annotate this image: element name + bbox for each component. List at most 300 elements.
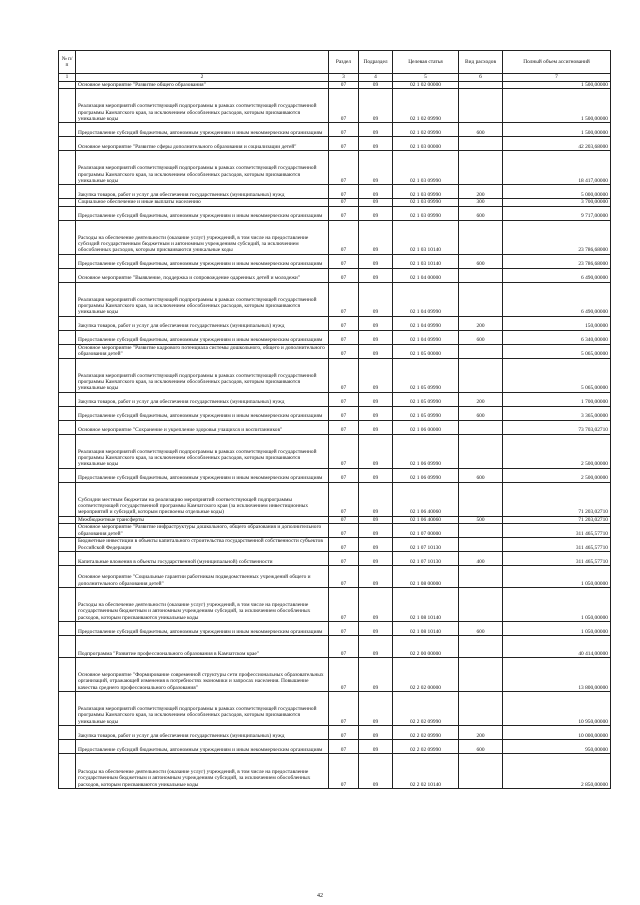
row-podrazdel: 09 [359, 691, 393, 725]
row-number [59, 268, 76, 282]
row-amount: 1 050,00000 [503, 621, 611, 635]
row-name: Бюджетные инвестиции в объекты капитального строительства государственной собственности субъектов Российской Федерации [76, 537, 329, 551]
row-number [59, 482, 76, 516]
row-number [59, 282, 76, 316]
row-target-article: 02 2 02 09990 [393, 691, 459, 725]
row-amount: 18 417,00000 [503, 151, 611, 185]
row-amount: 23 786,68000 [503, 254, 611, 268]
row-number [59, 565, 76, 587]
row-target-article: 02 1 02 09990 [393, 89, 459, 123]
row-number [59, 123, 76, 137]
row-razdel: 07 [329, 344, 359, 358]
row-target-article: 02 1 03 00000 [393, 137, 459, 151]
row-expense-type [459, 82, 503, 89]
row-name: Реализация мероприятий соответствующей подпрограммы в рамках соответствующей государственной программы Камчатского края, за исключением обособленных расходов, которым присваиваются уникальные коды [76, 434, 329, 468]
row-name: Социальное обеспечение и иные выплаты населению [76, 199, 329, 206]
table-row [59, 123, 611, 137]
row-podrazdel: 09 [359, 358, 393, 392]
row-number [59, 137, 76, 151]
table-row [59, 565, 611, 587]
row-number [59, 89, 76, 123]
row-name: Основное мероприятие "Развитие кадрового потенциала системы дошкольного, общего и дополнительного образования детей" [76, 344, 329, 358]
row-expense-type: 600 [459, 468, 503, 482]
table-row [59, 468, 611, 482]
row-razdel: 07 [329, 691, 359, 725]
row-number [59, 220, 76, 254]
row-target-article: 02 1 03 10140 [393, 254, 459, 268]
row-target-article: 02 1 07 00000 [393, 523, 459, 537]
row-target-article: 02 1 04 09990 [393, 330, 459, 344]
table-row [59, 482, 611, 516]
row-number [59, 358, 76, 392]
row-podrazdel: 09 [359, 199, 393, 206]
row-name: Предоставление субсидий бюджетным, автономным учреждениям и иным некоммерческим организациям [76, 739, 329, 753]
row-razdel: 07 [329, 185, 359, 199]
row-expense-type: 200 [459, 316, 503, 330]
row-target-article: 02 1 06 00000 [393, 420, 459, 434]
row-podrazdel: 09 [359, 137, 393, 151]
row-target-article: 02 1 06 09990 [393, 434, 459, 468]
row-podrazdel: 09 [359, 316, 393, 330]
row-expense-type: 600 [459, 254, 503, 268]
row-razdel: 07 [329, 565, 359, 587]
row-podrazdel: 09 [359, 330, 393, 344]
row-razdel: 07 [329, 123, 359, 137]
row-expense-type [459, 482, 503, 516]
row-target-article: 02 1 03 09990 [393, 199, 459, 206]
table-row [59, 199, 611, 206]
row-razdel: 07 [329, 434, 359, 468]
row-name: Предоставление субсидий бюджетным, автономным учреждениям и иным некоммерческим организациям [76, 468, 329, 482]
row-amount: 6 490,00000 [503, 282, 611, 316]
row-name: Закупка товаров, работ и услуг для обеспечения государственных (муниципальных) нужд [76, 725, 329, 739]
row-number [59, 151, 76, 185]
row-podrazdel: 09 [359, 739, 393, 753]
row-podrazdel: 09 [359, 254, 393, 268]
row-amount: 73 703,02710 [503, 420, 611, 434]
table-row [59, 254, 611, 268]
row-expense-type: 200 [459, 392, 503, 406]
row-target-article: 02 1 05 09990 [393, 406, 459, 420]
row-expense-type: 600 [459, 621, 503, 635]
table-row [59, 523, 611, 537]
row-podrazdel: 09 [359, 468, 393, 482]
table-row [59, 282, 611, 316]
row-razdel: 07 [329, 392, 359, 406]
row-podrazdel: 09 [359, 123, 393, 137]
row-name: Основное мероприятие "Формирование современной структуры сети профессиональных образовательных организаций, отражающей изменения в потребностях экономики и запросах населения. Повышение качества среднего профессионального образования" [76, 657, 329, 691]
row-name: Реализация мероприятий соответствующей подпрограммы в рамках соответствующей государственной программы Камчатского края, за исключением обособленных расходов, которым присваиваются уникальные коды [76, 151, 329, 185]
row-target-article: 02 1 07 10130 [393, 551, 459, 565]
row-expense-type: 600 [459, 123, 503, 137]
row-podrazdel: 09 [359, 621, 393, 635]
row-name: Расходы на обеспечение деятельности (оказание услуг) учреждений, в том числе на предоставление государственным бюджетным и автономным учреждениям субсидий, за исключением обособленных расходов, которым присваиваются уникальные коды [76, 587, 329, 621]
row-number [59, 635, 76, 657]
row-razdel: 07 [329, 220, 359, 254]
row-target-article: 02 1 03 09990 [393, 185, 459, 199]
row-name: Реализация мероприятий соответствующей подпрограммы в рамках соответствующей государственной программы Камчатского края, за исключением обособленных расходов, которым присваиваются уникальные коды [76, 358, 329, 392]
row-target-article: 02 1 06 09990 [393, 468, 459, 482]
row-number [59, 725, 76, 739]
row-podrazdel: 09 [359, 516, 393, 523]
row-target-article: 02 1 04 00000 [393, 268, 459, 282]
table-row [59, 151, 611, 185]
row-razdel: 07 [329, 316, 359, 330]
row-razdel: 07 [329, 254, 359, 268]
row-name: Закупка товаров, работ и услуг для обеспечения государственных (муниципальных) нужд [76, 316, 329, 330]
table-row [59, 739, 611, 753]
table-row [59, 691, 611, 725]
row-name: Реализация мероприятий соответствующей подпрограммы в рамках соответствующей государственной программы Камчатского края, за исключением обособленных расходов, которым присваиваются уникальные коды [76, 282, 329, 316]
row-amount: 5 065,00000 [503, 358, 611, 392]
table-row [59, 406, 611, 420]
table-row [59, 344, 611, 358]
row-number [59, 468, 76, 482]
column-number-row [59, 74, 611, 82]
row-razdel: 07 [329, 330, 359, 344]
row-name: Расходы на обеспечение деятельности (оказание услуг) учреждений, в том числе на предоставление субсидий государственным бюджетным и автономным учреждениям субсидий, за исключением обособленных расходов, которым присваиваются уникальные коды [76, 220, 329, 254]
row-target-article: 02 2 02 00000 [393, 657, 459, 691]
row-amount: 1 050,00000 [503, 587, 611, 621]
row-amount: 5 065,00000 [503, 344, 611, 358]
table-row [59, 137, 611, 151]
row-amount: 3 365,00000 [503, 406, 611, 420]
row-podrazdel: 09 [359, 282, 393, 316]
row-name: Капитальные вложения в объекты государственной (муниципальной) собственности [76, 551, 329, 565]
row-razdel: 07 [329, 725, 359, 739]
row-name: Основное мероприятие "Развитие инфраструктуры дошкольного, общего образования и дополнительного образования детей" [76, 523, 329, 537]
table-row [59, 635, 611, 657]
budget-table-sheet [58, 50, 610, 789]
row-number [59, 316, 76, 330]
table-body [59, 82, 611, 789]
row-target-article: 02 1 03 10140 [393, 220, 459, 254]
row-amount: 311 465,57710 [503, 551, 611, 565]
table-row [59, 753, 611, 788]
row-expense-type [459, 282, 503, 316]
row-number [59, 420, 76, 434]
row-podrazdel: 09 [359, 220, 393, 254]
row-target-article: 02 1 03 09990 [393, 206, 459, 220]
row-name: Основное мероприятие "Выявление, поддержка и сопровождение одаренных детей и молодежи" [76, 268, 329, 282]
row-expense-type: 200 [459, 725, 503, 739]
row-podrazdel: 09 [359, 537, 393, 551]
row-amount: 10 000,00000 [503, 725, 611, 739]
table-row [59, 420, 611, 434]
row-number [59, 330, 76, 344]
row-number [59, 753, 76, 788]
row-razdel: 07 [329, 137, 359, 151]
table-row [59, 551, 611, 565]
row-amount: 311 465,57710 [503, 523, 611, 537]
row-name: Межбюджетные трансферты [76, 516, 329, 523]
row-number [59, 739, 76, 753]
table-row [59, 358, 611, 392]
row-name: Реализация мероприятий соответствующей подпрограммы в рамках соответствующей государственной программы Камчатского края, за исключением обособленных расходов, которым присваиваются уникальные коды [76, 691, 329, 725]
row-expense-type [459, 523, 503, 537]
table-header-row [59, 51, 611, 74]
row-number [59, 344, 76, 358]
row-podrazdel: 09 [359, 420, 393, 434]
budget-table [58, 50, 611, 789]
row-target-article: 02 1 02 09990 [393, 123, 459, 137]
row-amount: 1 700,00000 [503, 392, 611, 406]
row-expense-type: 600 [459, 739, 503, 753]
row-expense-type [459, 587, 503, 621]
row-amount: 2 500,00000 [503, 434, 611, 468]
row-name: Предоставление субсидий бюджетным, автономным учреждениям и иным некоммерческим организациям [76, 206, 329, 220]
row-razdel: 07 [329, 206, 359, 220]
row-razdel: 07 [329, 199, 359, 206]
table-row [59, 434, 611, 468]
row-target-article: 02 2 00 00000 [393, 635, 459, 657]
row-name: Основное мероприятие "Развитие общего образования" [76, 82, 329, 89]
row-target-article: 02 1 04 09990 [393, 316, 459, 330]
row-target-article: 02 1 06 40060 [393, 482, 459, 516]
row-razdel: 07 [329, 420, 359, 434]
row-podrazdel: 09 [359, 206, 393, 220]
row-name: Предоставление субсидий бюджетным, автономным учреждениям и иным некоммерческим организациям [76, 621, 329, 635]
row-podrazdel: 09 [359, 587, 393, 621]
column-number: 4 [359, 74, 393, 82]
row-expense-type [459, 268, 503, 282]
table-row [59, 330, 611, 344]
row-name: Основное мероприятие "Социальные гарантии работникам подведомственных учреждений общего и дополнительного образования детей" [76, 565, 329, 587]
row-podrazdel: 09 [359, 344, 393, 358]
row-podrazdel: 09 [359, 89, 393, 123]
row-expense-type: 600 [459, 406, 503, 420]
row-amount: 6 490,00000 [503, 268, 611, 282]
row-name: Предоставление субсидий бюджетным, автономным учреждениям и иным некоммерческим организациям [76, 330, 329, 344]
row-podrazdel: 09 [359, 82, 393, 89]
header-podrazdel: Подраздел [359, 51, 393, 74]
row-amount: 311 465,57710 [503, 537, 611, 551]
row-podrazdel: 09 [359, 434, 393, 468]
row-razdel: 07 [329, 551, 359, 565]
header-name [76, 51, 329, 74]
row-expense-type: 300 [459, 199, 503, 206]
header-number: № п/п [59, 51, 76, 74]
row-target-article: 02 2 02 09990 [393, 739, 459, 753]
row-number [59, 185, 76, 199]
row-expense-type: 400 [459, 551, 503, 565]
row-target-article: 02 1 03 09990 [393, 151, 459, 185]
column-number: 2 [76, 74, 329, 82]
row-amount: 10 950,00000 [503, 691, 611, 725]
row-amount: 950,00000 [503, 739, 611, 753]
row-expense-type [459, 420, 503, 434]
row-amount: 40 414,00000 [503, 635, 611, 657]
header-razdel: Раздел [329, 51, 359, 74]
row-razdel: 07 [329, 523, 359, 537]
row-expense-type [459, 344, 503, 358]
table-row [59, 392, 611, 406]
row-name: Основное мероприятие "Сохранение и укрепление здоровья учащихся и воспитанников" [76, 420, 329, 434]
table-row [59, 185, 611, 199]
row-amount: 2 500,00000 [503, 468, 611, 482]
row-razdel: 07 [329, 358, 359, 392]
row-podrazdel: 09 [359, 406, 393, 420]
table-row [59, 316, 611, 330]
row-razdel: 07 [329, 516, 359, 523]
page-number: 42 [317, 893, 323, 899]
row-number [59, 516, 76, 523]
row-expense-type [459, 434, 503, 468]
row-amount: 6 340,00000 [503, 330, 611, 344]
row-target-article: 02 1 07 10130 [393, 537, 459, 551]
table-row [59, 587, 611, 621]
row-expense-type [459, 537, 503, 551]
row-podrazdel: 09 [359, 657, 393, 691]
row-razdel: 07 [329, 753, 359, 788]
row-amount: 150,00000 [503, 316, 611, 330]
row-amount: 71 203,02710 [503, 516, 611, 523]
row-podrazdel: 09 [359, 753, 393, 788]
row-amount: 13 800,00000 [503, 657, 611, 691]
row-expense-type [459, 151, 503, 185]
row-amount: 2 850,00000 [503, 753, 611, 788]
row-expense-type: 600 [459, 330, 503, 344]
header-target-article: Целевая статья [393, 51, 459, 74]
row-amount: 3 700,00000 [503, 199, 611, 206]
row-expense-type: 500 [459, 516, 503, 523]
row-podrazdel: 09 [359, 151, 393, 185]
row-name: Субсидии местным бюджетам на реализацию мероприятий соответствующей подпрограммы соответствующей государственной программы Камчатского края (за исключением инвестиционных мероприятий и субсидий, которым присвоены отдельные коды) [76, 482, 329, 516]
column-number: 3 [329, 74, 359, 82]
row-amount: 23 786,68000 [503, 220, 611, 254]
row-razdel: 07 [329, 657, 359, 691]
table-row [59, 82, 611, 89]
row-razdel: 07 [329, 151, 359, 185]
row-razdel: 07 [329, 89, 359, 123]
row-expense-type [459, 220, 503, 254]
row-name: Предоставление субсидий бюджетным, автономным учреждениям и иным некоммерческим организациям [76, 123, 329, 137]
row-razdel: 07 [329, 282, 359, 316]
row-expense-type [459, 753, 503, 788]
row-number [59, 199, 76, 206]
row-number [59, 587, 76, 621]
row-name: Предоставление субсидий бюджетным, автономным учреждениям и иным некоммерческим организациям [76, 406, 329, 420]
row-razdel: 07 [329, 406, 359, 420]
table-row [59, 537, 611, 551]
row-razdel: 07 [329, 268, 359, 282]
row-target-article: 02 1 08 10140 [393, 621, 459, 635]
row-name: Закупка товаров, работ и услуг для обеспечения государственных (муниципальных) нужд [76, 392, 329, 406]
column-number: 6 [459, 74, 503, 82]
row-amount: 9 717,00000 [503, 206, 611, 220]
row-expense-type [459, 89, 503, 123]
row-target-article: 02 1 05 09990 [393, 392, 459, 406]
row-expense-type [459, 691, 503, 725]
row-razdel: 07 [329, 537, 359, 551]
row-razdel: 07 [329, 482, 359, 516]
row-target-article: 02 1 04 09990 [393, 282, 459, 316]
row-expense-type [459, 657, 503, 691]
row-expense-type [459, 635, 503, 657]
row-number [59, 621, 76, 635]
row-number [59, 691, 76, 725]
row-expense-type: 600 [459, 206, 503, 220]
row-expense-type [459, 565, 503, 587]
row-podrazdel: 09 [359, 268, 393, 282]
column-number: 5 [393, 74, 459, 82]
row-target-article: 02 1 02 00000 [393, 82, 459, 89]
table-row [59, 657, 611, 691]
row-podrazdel: 09 [359, 725, 393, 739]
row-target-article: 02 1 08 00000 [393, 565, 459, 587]
row-number [59, 254, 76, 268]
row-target-article: 02 1 05 00000 [393, 344, 459, 358]
table-row [59, 268, 611, 282]
row-name: Закупка товаров, работ и услуг для обеспечения государственных (муниципальных) нужд [76, 185, 329, 199]
row-target-article: 02 1 06 40060 [393, 516, 459, 523]
table-row [59, 206, 611, 220]
row-amount: 1 500,00000 [503, 123, 611, 137]
row-number [59, 206, 76, 220]
row-amount: 1 050,00000 [503, 565, 611, 587]
table-row [59, 725, 611, 739]
row-name: Расходы на обеспечение деятельности (оказание услуг) учреждений, в том числе на предоставление государственным бюджетным и автономным учреждениям субсидий, за исключением обособленных расходов, которым присваиваются уникальные коды [76, 753, 329, 788]
row-podrazdel: 09 [359, 565, 393, 587]
row-number [59, 392, 76, 406]
table-row [59, 89, 611, 123]
row-number [59, 523, 76, 537]
row-podrazdel: 09 [359, 635, 393, 657]
row-number [59, 657, 76, 691]
table-row [59, 220, 611, 254]
column-number: 1 [59, 74, 76, 82]
table-row [59, 516, 611, 523]
table-row [59, 621, 611, 635]
row-number [59, 537, 76, 551]
row-name: Основное мероприятие "Развитие сферы дополнительного образования и социализации детей" [76, 137, 329, 151]
row-expense-type [459, 358, 503, 392]
row-name: Подпрограмма "Развитие профессионального образования в Камчатском крае" [76, 635, 329, 657]
row-amount: 5 000,00000 [503, 185, 611, 199]
row-amount: 71 203,02710 [503, 482, 611, 516]
row-name: Реализация мероприятий соответствующей подпрограммы в рамках соответствующей государственной программы Камчатского края, за исключением обособленных расходов, которым присваиваются уникальные коды [76, 89, 329, 123]
row-target-article: 02 1 08 10140 [393, 587, 459, 621]
row-podrazdel: 09 [359, 523, 393, 537]
row-razdel: 07 [329, 635, 359, 657]
row-expense-type [459, 137, 503, 151]
row-expense-type: 200 [459, 185, 503, 199]
row-razdel: 07 [329, 739, 359, 753]
row-number [59, 551, 76, 565]
row-amount: 1 500,00000 [503, 82, 611, 89]
row-razdel: 07 [329, 82, 359, 89]
row-podrazdel: 09 [359, 392, 393, 406]
row-podrazdel: 09 [359, 551, 393, 565]
header-amount: Полный объем ассигнований [503, 51, 611, 74]
row-amount: 1 500,00000 [503, 89, 611, 123]
row-number [59, 406, 76, 420]
row-number [59, 434, 76, 468]
row-target-article: 02 2 02 09990 [393, 725, 459, 739]
row-number [59, 82, 76, 89]
row-amount: 42 203,68000 [503, 137, 611, 151]
row-target-article: 02 2 02 10140 [393, 753, 459, 788]
column-number: 7 [503, 74, 611, 82]
row-razdel: 07 [329, 621, 359, 635]
header-expense-type: Вид расходов [459, 51, 503, 74]
row-razdel: 07 [329, 587, 359, 621]
row-name: Предоставление субсидий бюджетным, автономным учреждениям и иным некоммерческим организациям [76, 254, 329, 268]
row-target-article: 02 1 05 09990 [393, 358, 459, 392]
row-razdel: 07 [329, 468, 359, 482]
row-podrazdel: 09 [359, 482, 393, 516]
row-podrazdel: 09 [359, 185, 393, 199]
